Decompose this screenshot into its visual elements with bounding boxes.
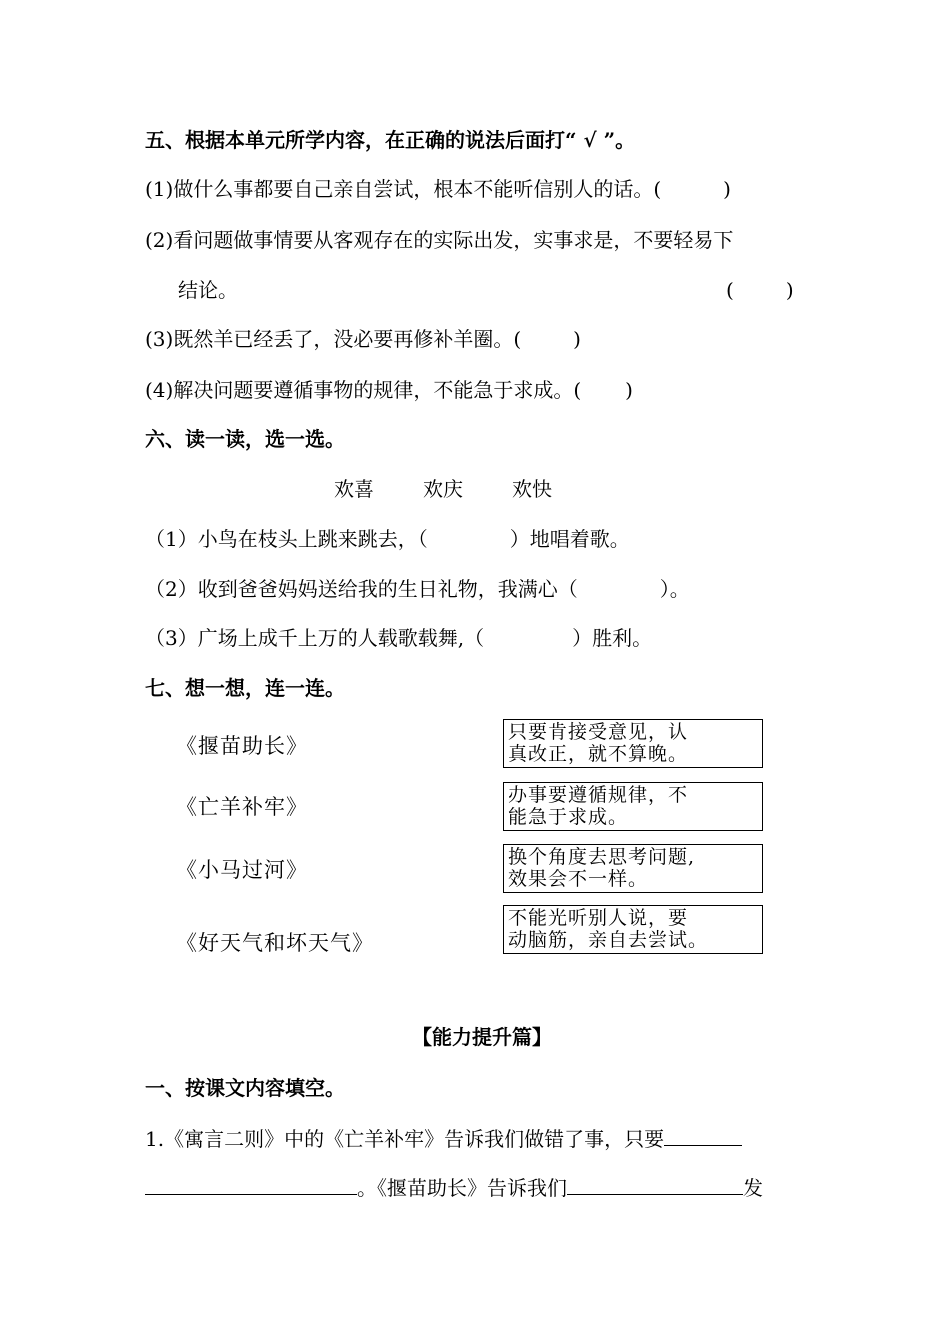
match-right-4[interactable] <box>503 905 763 954</box>
s5-q2-open: ( <box>726 278 734 302</box>
match-left-3[interactable]: 《小马过河》 <box>176 858 308 882</box>
match-right-3-line-1: 换个角度去思考问题, <box>508 846 696 868</box>
s5-question-3 <box>145 326 581 352</box>
ability-heading: 【能力提升篇】 <box>412 1025 552 1049</box>
s6-q3-after: ）胜利。 <box>572 626 653 650</box>
s5-q2-close: ) <box>785 278 794 302</box>
s6-q1-before: （1）小鸟在枝头上跳来跳去，（ <box>145 527 428 551</box>
ability-q1-text-3: 发 <box>743 1176 763 1200</box>
ability-section-1-title: 一、按课文内容填空。 <box>145 1076 345 1100</box>
match-right-4-line-2: 动脑筋，亲自去尝试。 <box>508 929 709 951</box>
s6-q2-after: ）。 <box>659 577 690 601</box>
match-right-1-line-2: 真改正，就不算晚。 <box>508 743 689 765</box>
ability-question-1 <box>145 1125 742 1152</box>
word-option-1: 欢喜 <box>334 477 374 501</box>
s5-question-4 <box>145 377 633 403</box>
s6-question-3 <box>145 625 652 651</box>
s5-question-1 <box>145 176 731 202</box>
ability-question-1-cont <box>145 1174 763 1201</box>
ability-q1-text: 1.《寓言二则》中的《亡羊补牢》告诉我们做错了事，只要 <box>145 1127 665 1151</box>
s5-q3-close: ) <box>573 327 581 351</box>
match-right-4-line-1: 不能光听别人说，要 <box>508 907 689 929</box>
s5-question-2: (2)看问题做事情要从客观存在的实际出发，实事求是，不要轻易下 <box>145 228 734 252</box>
word-option-3: 欢快 <box>512 477 552 501</box>
match-right-3-line-2: 效果会不一样。 <box>508 868 649 890</box>
match-right-1-line-1: 只要肯接受意见，认 <box>508 721 689 743</box>
ability-q1-blank-2[interactable] <box>567 1174 743 1195</box>
s5-q3-text: (3)既然羊已经丢了，没必要再修补羊圈。( <box>145 327 522 351</box>
section-6-title: 六、读一读，选一选。 <box>145 427 345 451</box>
s5-q1-text: (1)做什么事都要自己亲自尝试，根本不能听信别人的话。( <box>145 177 662 201</box>
match-right-2-line-2: 能急于求成。 <box>508 806 629 828</box>
s5-q4-text: (4)解决问题要遵循事物的规律，不能急于求成。( <box>145 378 582 402</box>
match-left-2[interactable]: 《亡羊补牢》 <box>176 795 308 819</box>
match-right-1[interactable] <box>503 719 763 768</box>
s6-q1-after: ）地唱着歌。 <box>509 527 630 551</box>
section-5-title: 五、根据本单元所学内容，在正确的说法后面打“ √ ”。 <box>145 128 636 152</box>
s5-question-2-cont: 结论。 <box>178 278 238 302</box>
s6-question-1 <box>145 526 630 552</box>
match-left-4[interactable]: 《好天气和坏天气》 <box>176 931 374 955</box>
ability-q1-blank-1-cont[interactable] <box>145 1174 357 1195</box>
s6-q3-before: （3）广场上成千上万的人载歌载舞,（ <box>145 626 485 650</box>
word-option-2: 欢庆 <box>423 477 463 501</box>
ability-q1-text-2: 。《揠苗助长》告诉我们 <box>357 1176 567 1200</box>
s5-q1-close: ) <box>723 177 731 201</box>
s5-q4-close: ) <box>625 378 633 402</box>
section-7-title: 七、想一想，连一连。 <box>145 676 345 700</box>
match-right-2[interactable] <box>503 782 763 831</box>
match-right-2-line-1: 办事要遵循规律，不 <box>508 784 689 806</box>
s5-q2-paren[interactable] <box>726 277 794 303</box>
s6-question-2 <box>145 576 690 602</box>
match-left-1[interactable]: 《揠苗助长》 <box>176 734 308 758</box>
ability-q1-blank-1[interactable] <box>664 1125 742 1146</box>
s6-q2-before: （2）收到爸爸妈妈送给我的生日礼物，我满心（ <box>145 577 578 601</box>
match-right-3[interactable] <box>503 844 763 893</box>
